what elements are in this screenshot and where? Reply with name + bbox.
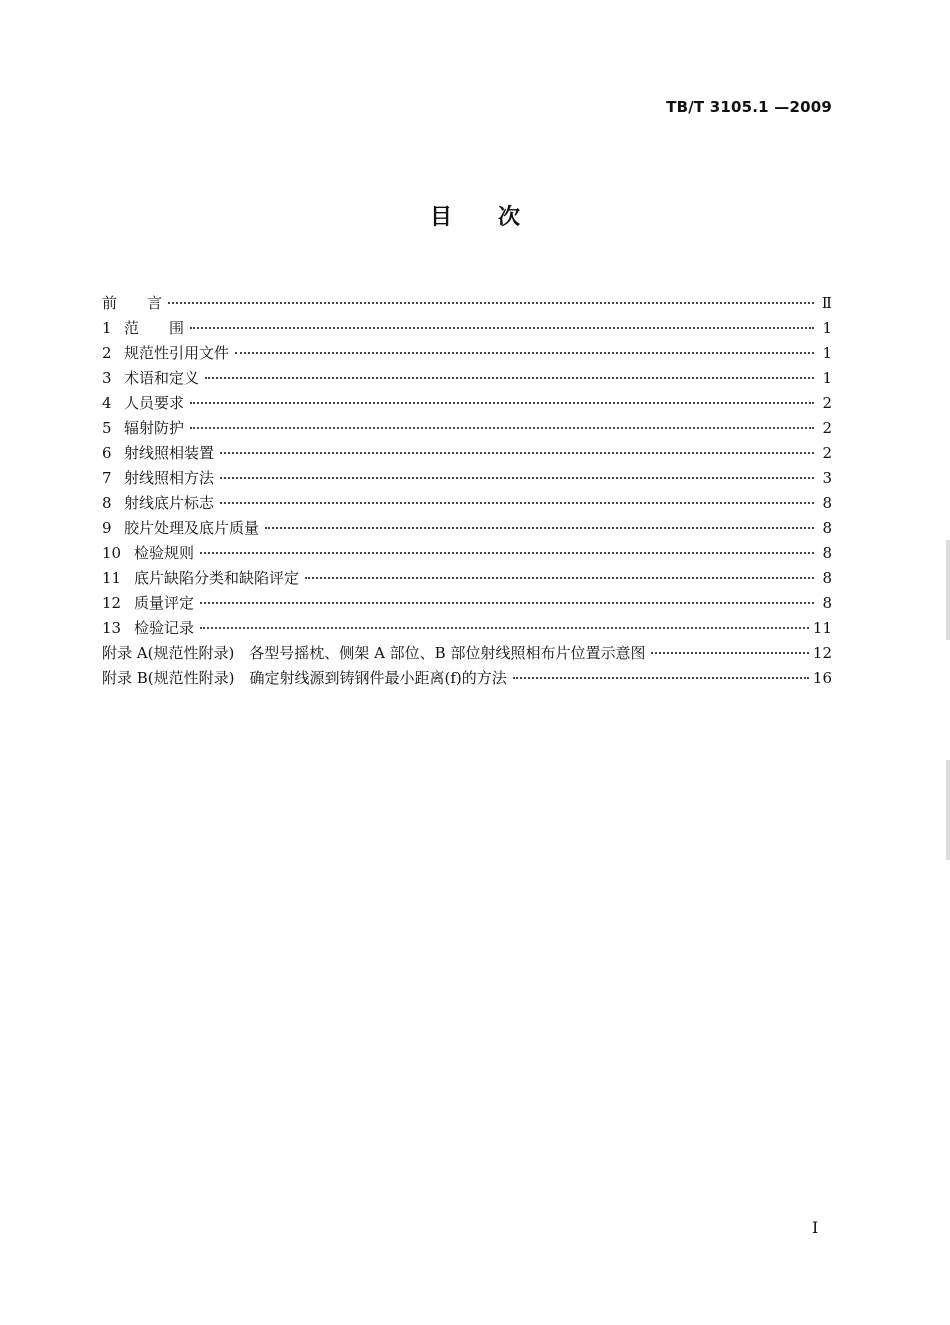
toc-entry-9[interactable] — [102, 516, 832, 541]
toc-entry-number: 7 — [102, 469, 112, 487]
toc-dot-leader — [190, 325, 814, 329]
toc-entry-number: 1 — [102, 319, 112, 337]
toc-entry-6[interactable] — [102, 441, 832, 466]
toc-entry-text: 人员要求 — [124, 394, 185, 412]
toc-dot-leader — [265, 525, 814, 529]
toc-entry-12[interactable] — [102, 591, 832, 616]
toc-page-number: 11 — [812, 619, 832, 637]
toc-page-number: 8 — [822, 494, 832, 512]
toc-entry-number: 8 — [102, 494, 112, 512]
toc-page-number: Ⅱ — [821, 294, 832, 312]
toc-entry-text: 底片缺陷分类和缺陷评定 — [134, 569, 300, 587]
toc-entry-number: 10 — [102, 544, 122, 562]
toc-entry-text: 范 围 — [124, 319, 185, 337]
toc-entry-number: 11 — [102, 569, 122, 587]
toc-entry-text: 规范性引用文件 — [124, 344, 230, 362]
toc-entry-10[interactable] — [102, 541, 832, 566]
toc-dot-leader — [513, 675, 809, 679]
toc-entry-5[interactable] — [102, 416, 832, 441]
table-of-contents — [102, 291, 832, 691]
toc-entry-number: 6 — [102, 444, 112, 462]
toc-page-number: 8 — [822, 519, 832, 537]
toc-entry-1[interactable] — [102, 316, 832, 341]
toc-entry-number: 2 — [102, 344, 112, 362]
toc-entry-13[interactable] — [102, 616, 832, 641]
toc-entry-2[interactable] — [102, 341, 832, 366]
standard-code: TB/T 3105.1 —2009 — [666, 98, 832, 116]
toc-dot-leader — [305, 575, 814, 579]
toc-dot-leader — [205, 375, 814, 379]
toc-entry-text: 附录 A(规范性附录) 各型号摇枕、侧架 A 部位、B 部位射线照相布片位置示意图 — [102, 644, 646, 662]
toc-dot-leader — [220, 450, 814, 454]
toc-entry-number: 12 — [102, 594, 122, 612]
scan-edge-mark — [946, 760, 950, 860]
toc-entry-text: 射线照相方法 — [124, 469, 215, 487]
toc-entry-text: 辐射防护 — [124, 419, 185, 437]
toc-entry-text: 附录 B(规范性附录) 确定射线源到铸钢件最小距离(f)的方法 — [102, 669, 507, 687]
toc-page-number: 2 — [822, 419, 832, 437]
toc-page-number: 3 — [822, 469, 832, 487]
toc-entry-number: 9 — [102, 519, 112, 537]
toc-entry-appendix-a[interactable] — [102, 641, 832, 666]
toc-dot-leader — [220, 500, 814, 504]
toc-page-number: 8 — [822, 569, 832, 587]
toc-entry-3[interactable] — [102, 366, 832, 391]
toc-page-number: 16 — [812, 669, 832, 687]
toc-entry-8[interactable] — [102, 491, 832, 516]
toc-dot-leader — [200, 550, 814, 554]
toc-entry-text: 检验规则 — [134, 544, 195, 562]
toc-entry-foreword[interactable] — [102, 291, 832, 316]
toc-entry-text: 前 言 — [102, 294, 163, 312]
toc-page-number: 8 — [822, 594, 832, 612]
toc-page-number: 1 — [822, 319, 832, 337]
toc-entry-4[interactable] — [102, 391, 832, 416]
toc-dot-leader — [220, 475, 814, 479]
toc-entry-number: 13 — [102, 619, 122, 637]
toc-dot-leader — [200, 625, 809, 629]
toc-dot-leader — [651, 650, 808, 654]
toc-page-number: 8 — [822, 544, 832, 562]
toc-page-number: 2 — [822, 394, 832, 412]
toc-title: 目次 — [429, 205, 566, 230]
toc-entry-text: 检验记录 — [134, 619, 195, 637]
toc-entry-text: 胶片处理及底片质量 — [124, 519, 260, 537]
toc-entry-text: 质量评定 — [134, 594, 195, 612]
toc-entry-appendix-b[interactable] — [102, 666, 832, 691]
toc-dot-leader — [200, 600, 814, 604]
toc-page-number: 2 — [822, 444, 832, 462]
toc-entry-text: 术语和定义 — [124, 369, 200, 387]
toc-entry-text: 射线照相装置 — [124, 444, 215, 462]
toc-entry-number: 4 — [102, 394, 112, 412]
toc-dot-leader — [235, 350, 814, 354]
toc-dot-leader — [190, 400, 814, 404]
toc-entry-11[interactable] — [102, 566, 832, 591]
toc-entry-number: 5 — [102, 419, 112, 437]
toc-entry-7[interactable] — [102, 466, 832, 491]
toc-page-number: 1 — [822, 369, 832, 387]
page-number-footer: I — [812, 1218, 819, 1237]
toc-page-number: 1 — [822, 344, 832, 362]
toc-page-number: 12 — [812, 644, 832, 662]
scan-edge-mark — [946, 540, 950, 640]
toc-entry-number: 3 — [102, 369, 112, 387]
toc-dot-leader — [168, 300, 814, 304]
toc-dot-leader — [190, 425, 814, 429]
toc-entry-text: 射线底片标志 — [124, 494, 215, 512]
